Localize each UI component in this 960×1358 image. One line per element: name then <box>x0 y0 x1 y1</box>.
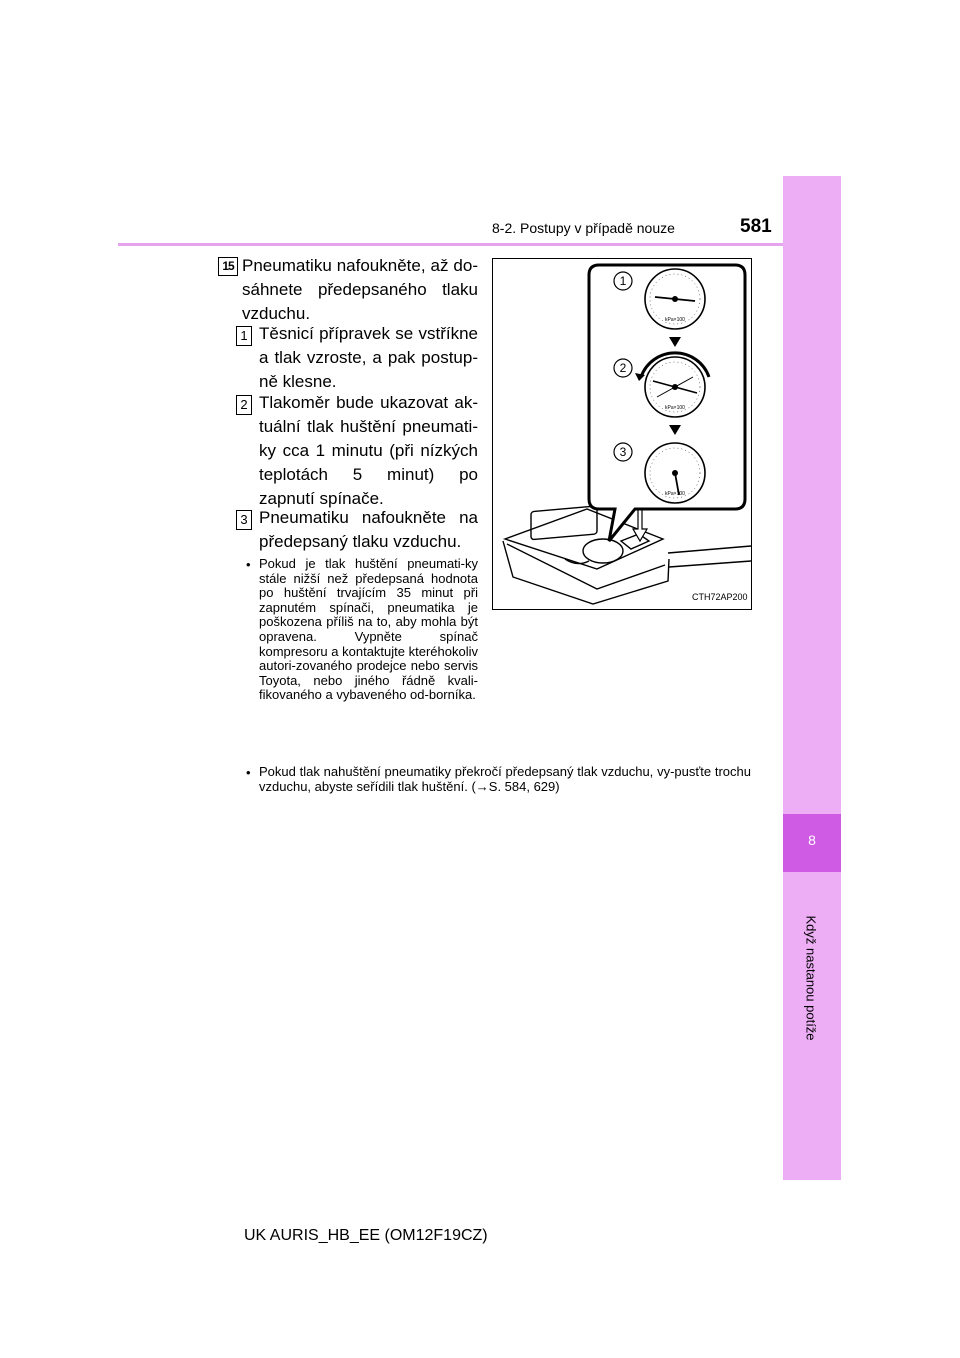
substep-label-1: 1 <box>236 326 252 346</box>
note-bullet: • <box>246 557 251 572</box>
chapter-title: Když nastanou potíže <box>803 915 819 1041</box>
compressor-gauge-illustration <box>492 258 752 610</box>
gauge-unit-label: kPa×100 <box>665 405 685 411</box>
substep-label-3: 3 <box>236 510 252 530</box>
header-rule <box>118 243 783 246</box>
substep-text-1: Těsnicí přípravek se vstříkne a tlak vzroste, a pak postup-ně klesne. <box>259 324 478 391</box>
callout-label-2: 2 <box>619 361 627 375</box>
note-text-2: Pokud tlak nahuštění pneumatiky překročí předepsaný tlak vzduchu, vy-pusťte trochu vzduchu, abyste seřídili tlak huštění. (→S. 584, 629) <box>259 764 751 794</box>
step-number-badge: 15 <box>218 257 238 276</box>
compressor-illustration-svg <box>493 259 751 609</box>
note-bullet: • <box>246 765 251 780</box>
callout-label-1: 1 <box>619 274 627 288</box>
note-text-1: Pokud je tlak huštění pneumati-ky stále nižší než předepsaná hodnota po huštění trvajícím 35 minut při zapnutém spínači, pneumatika je poškozena příliš na to, aby mohla být opravena. Vypněte spínač kompresoru a kontaktujte kteréhokoliv autori-zovaného prodejce nebo servis Toyota, nebo jiného řádně kvali-fikovaného a vybaveného od-borníka. <box>259 556 478 703</box>
page-number: 581 <box>740 216 772 237</box>
gauge-housing <box>583 539 623 563</box>
substep-text-2: Tlakoměr bude ukazovat ak-tuální tlak huštění pneumati-ky cca 1 minutu (při nízkých teplotách 5 minut) po zapnutí spínače. <box>259 393 478 508</box>
gauge-unit-label: kPa×100 <box>665 317 685 323</box>
figure-code: CTH72AP200 <box>692 592 748 602</box>
gauge-unit-label: kPa×100 <box>665 491 685 497</box>
manual-code: UK AURIS_HB_EE (OM12F19CZ) <box>244 1227 488 1244</box>
chapter-number: 8 <box>808 832 816 848</box>
substep-label-2: 2 <box>236 395 252 415</box>
step-text: Pneumatiku nafoukněte, až do-sáhnete předepsaného tlaku vzduchu. <box>242 256 478 323</box>
callout-label-3: 3 <box>619 445 627 459</box>
section-title: 8-2. Postupy v případě nouze <box>492 220 675 236</box>
substep-text-3: Pneumatiku nafoukněte na předepsaný tlaku vzduchu. <box>259 508 478 551</box>
